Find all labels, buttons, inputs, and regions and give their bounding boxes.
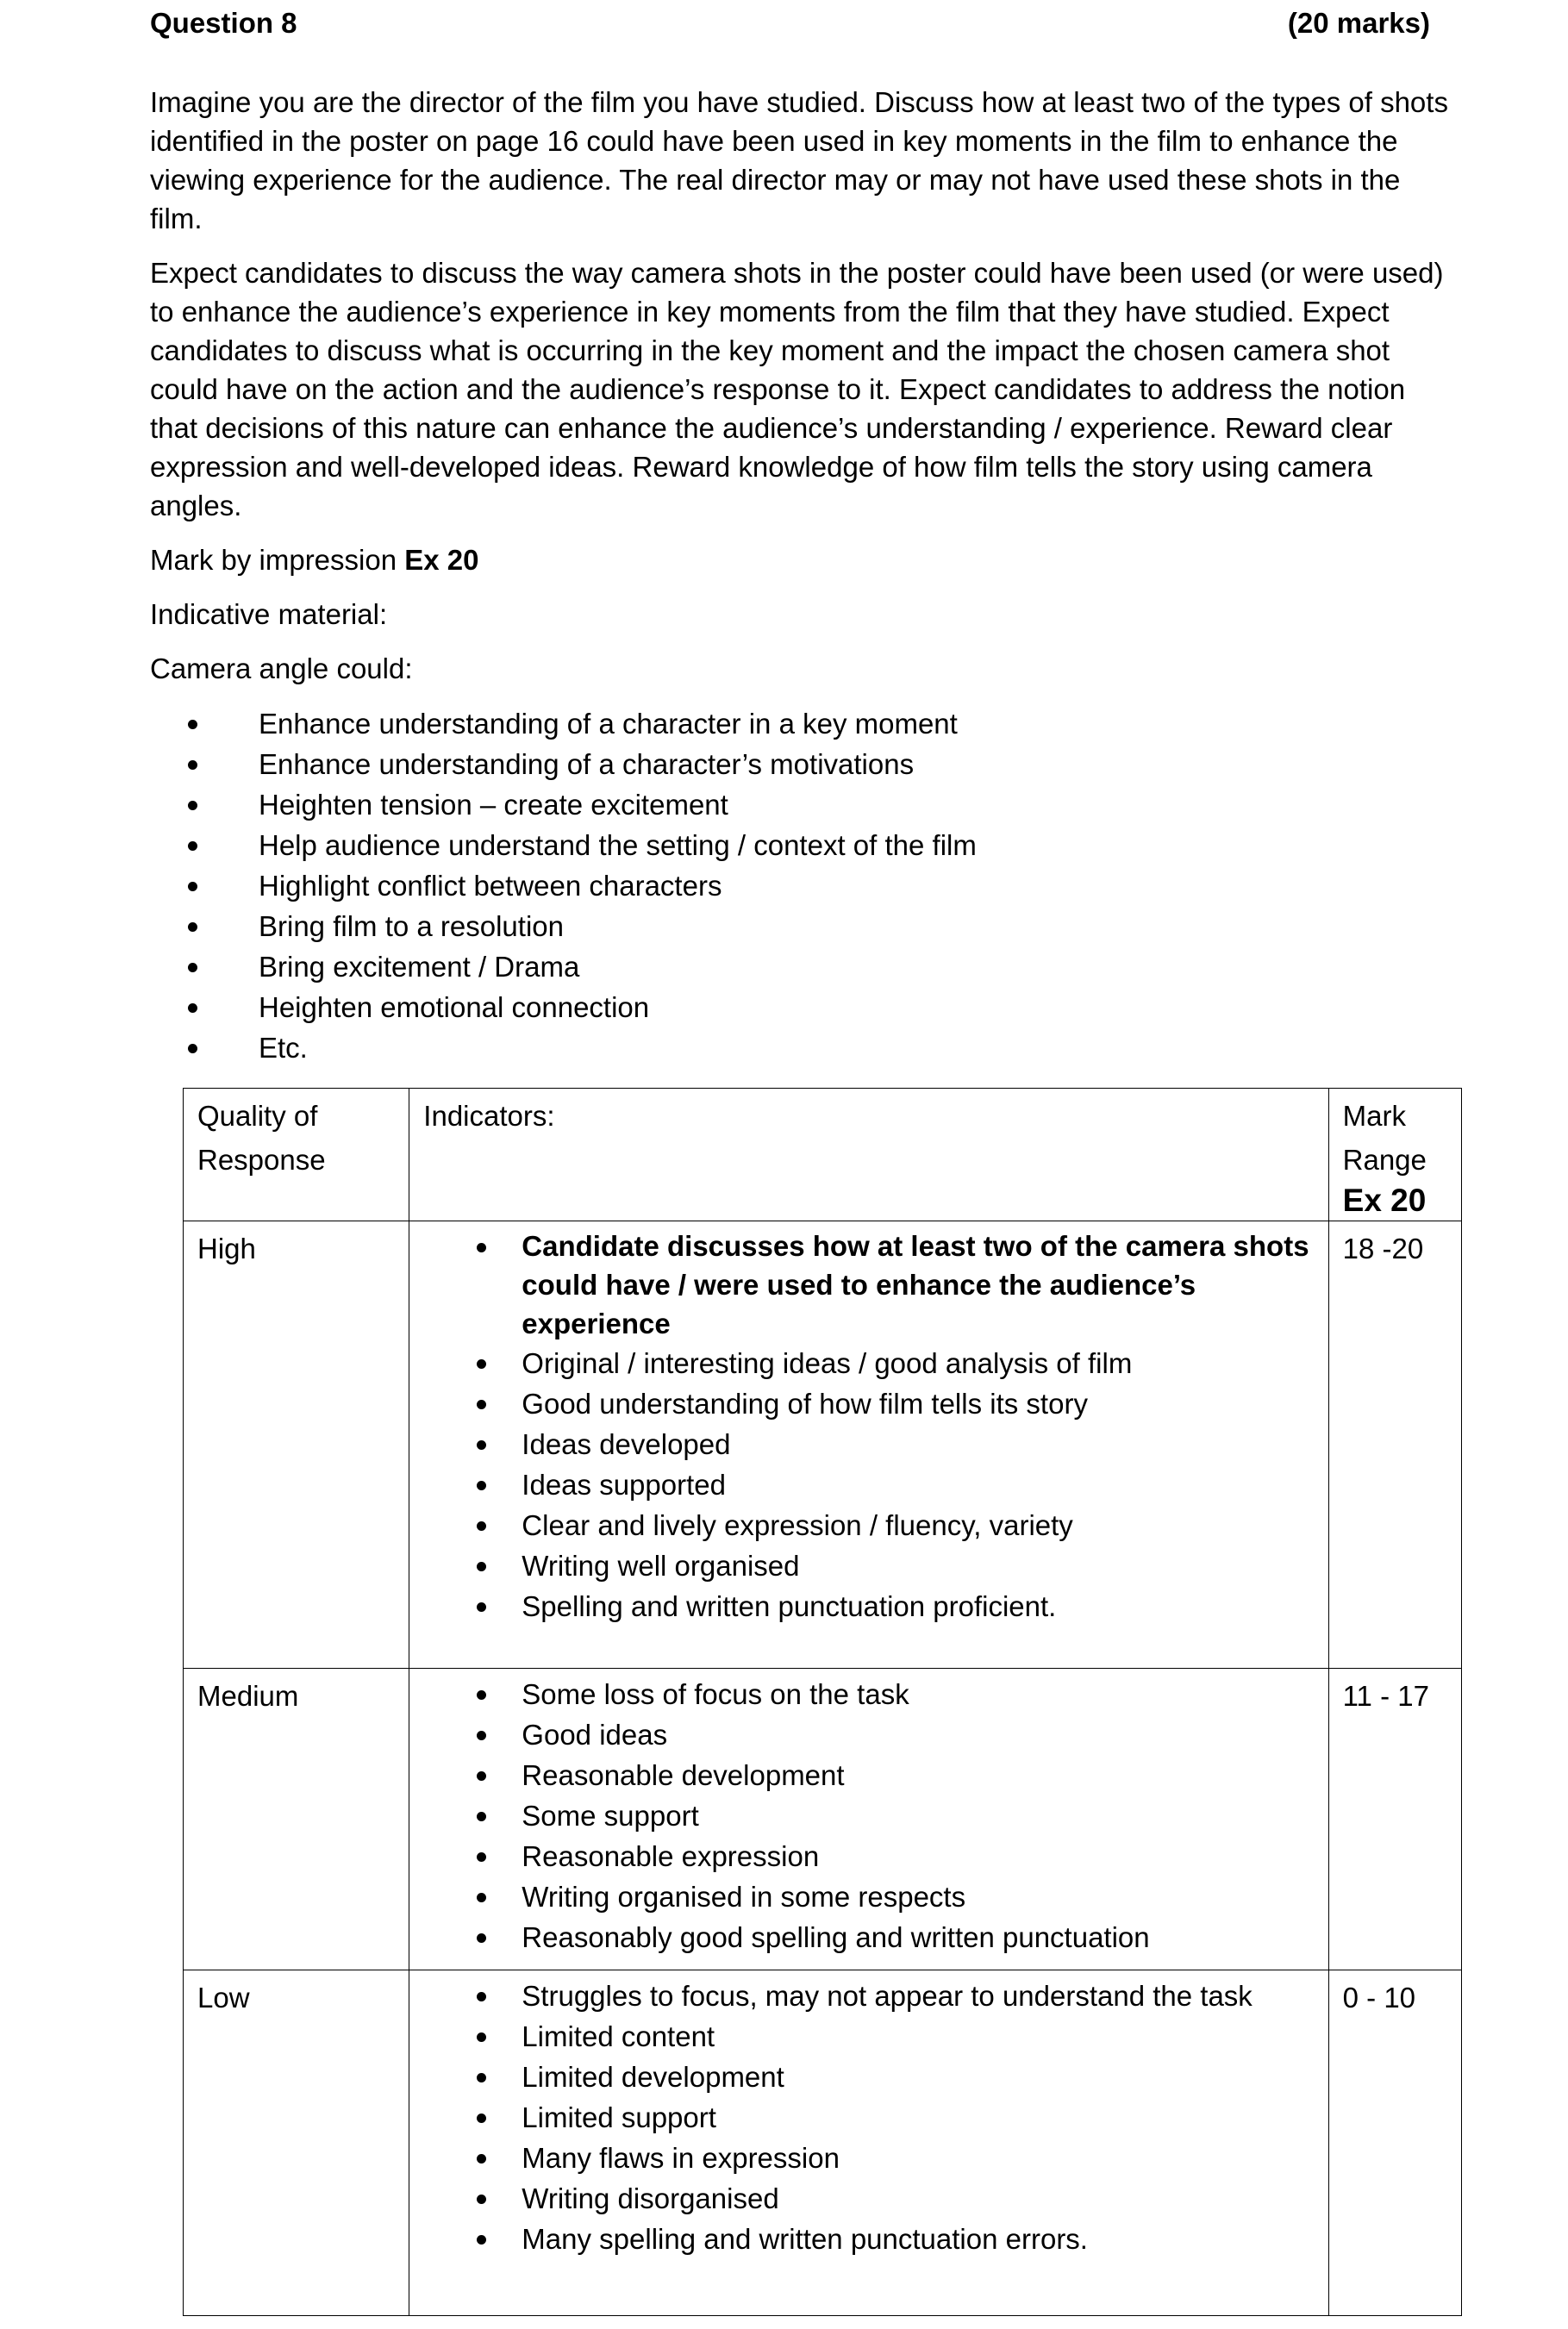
indicators-cell xyxy=(409,1669,1328,1970)
list-item: Heighten tension – create excitement xyxy=(259,784,1460,825)
camera-angle-label: Camera angle could: xyxy=(150,652,413,684)
quality-cell: Medium xyxy=(184,1669,409,1970)
list-item: Enhance understanding of a character’s motivations xyxy=(259,744,1460,784)
list-item: Limited support xyxy=(522,2097,1314,2138)
table-row xyxy=(184,1221,1462,1669)
table-row xyxy=(184,1970,1462,2316)
document-page xyxy=(150,0,1460,1068)
table-header-row xyxy=(184,1089,1462,1221)
header-quality: Quality of Response xyxy=(184,1089,409,1221)
list-item: Reasonable development xyxy=(522,1755,1314,1795)
list-item: Writing well organised xyxy=(522,1545,1314,1586)
indicators-cell xyxy=(409,1970,1328,2316)
mark-range-cell: 0 - 10 xyxy=(1328,1970,1461,2316)
list-item: Heighten emotional connection xyxy=(259,987,1460,1027)
list-item: Writing disorganised xyxy=(522,2178,1314,2219)
list-item: Many spelling and written punctuation errors. xyxy=(522,2219,1314,2259)
list-item: Candidate discusses how at least two of the camera shots could have / were used to enhance the audience’s experience xyxy=(522,1227,1314,1343)
list-item: Writing organised in some respects xyxy=(522,1876,1314,1917)
list-item: Help audience understand the setting / context of the film xyxy=(259,825,1460,865)
mark-range-cell: 11 - 17 xyxy=(1328,1669,1461,1970)
list-item: Ideas developed xyxy=(522,1424,1314,1464)
header-mark-range: Mark Range Ex 20 xyxy=(1328,1089,1461,1221)
list-item: Etc. xyxy=(259,1027,1460,1068)
question-header xyxy=(150,7,1460,45)
list-item: Enhance understanding of a character in a key moment xyxy=(259,703,1460,744)
list-item: Bring film to a resolution xyxy=(259,906,1460,946)
list-item: Ideas supported xyxy=(522,1464,1314,1505)
indicative-material-label: Indicative material: xyxy=(150,598,388,630)
list-item: Struggles to focus, may not appear to understand the task xyxy=(522,1976,1314,2016)
list-item: Original / interesting ideas / good analysis of film xyxy=(522,1343,1314,1383)
list-item: Reasonably good spelling and written punctuation xyxy=(522,1917,1314,1957)
list-item: Reasonable expression xyxy=(522,1836,1314,1876)
table-row xyxy=(184,1669,1462,1970)
list-item: Spelling and written punctuation proficient. xyxy=(522,1586,1314,1627)
question-marks: (20 marks) xyxy=(1287,7,1430,39)
list-item: Many flaws in expression xyxy=(522,2138,1314,2178)
question-prompt: Imagine you are the director of the film you have studied. Discuss how at least two of the types of shots identified in the poster on page 16 could have been used in key moments in the film to enhance the viewing experience for the audience. The real director may or may not have used these shots in the film. xyxy=(150,86,1448,234)
header-indicators: Indicators: xyxy=(409,1089,1328,1221)
list-item: Limited development xyxy=(522,2057,1314,2097)
mark-range-cell: 18 -20 xyxy=(1328,1221,1461,1669)
quality-cell: Low xyxy=(184,1970,409,2316)
list-item: Bring excitement / Drama xyxy=(259,946,1460,987)
quality-cell: High xyxy=(184,1221,409,1669)
list-item: Some loss of focus on the task xyxy=(522,1674,1314,1714)
marking-rubric-table xyxy=(183,1088,1462,2316)
marking-expectations: Expect candidates to discuss the way camera shots in the poster could have been used (or were used) to enhance the audience’s experience in key moments from the film that they have studied. Expect candidates to discuss what is occurring in the key moment and the impact the chosen camera shot could have on the action and the audience’s response to it. Expect candidates to address the notion that decisions of this nature can enhance the audience’s understanding / experience. Reward clear expression and well-developed ideas. Reward knowledge of how film tells the story using camera angles. xyxy=(150,257,1444,521)
indicators-cell xyxy=(409,1221,1328,1669)
question-number: Question 8 xyxy=(150,7,297,39)
mark-by-impression xyxy=(150,540,1460,579)
mark-by-value: Ex 20 xyxy=(404,544,479,576)
list-item: Good ideas xyxy=(522,1714,1314,1755)
list-item: Limited content xyxy=(522,2016,1314,2057)
mark-by-text: Mark by impression xyxy=(150,544,405,576)
list-item: Some support xyxy=(522,1795,1314,1836)
list-item: Highlight conflict between characters xyxy=(259,865,1460,906)
camera-points-list xyxy=(150,703,1460,1068)
list-item: Clear and lively expression / fluency, variety xyxy=(522,1505,1314,1545)
list-item: Good understanding of how film tells its story xyxy=(522,1383,1314,1424)
